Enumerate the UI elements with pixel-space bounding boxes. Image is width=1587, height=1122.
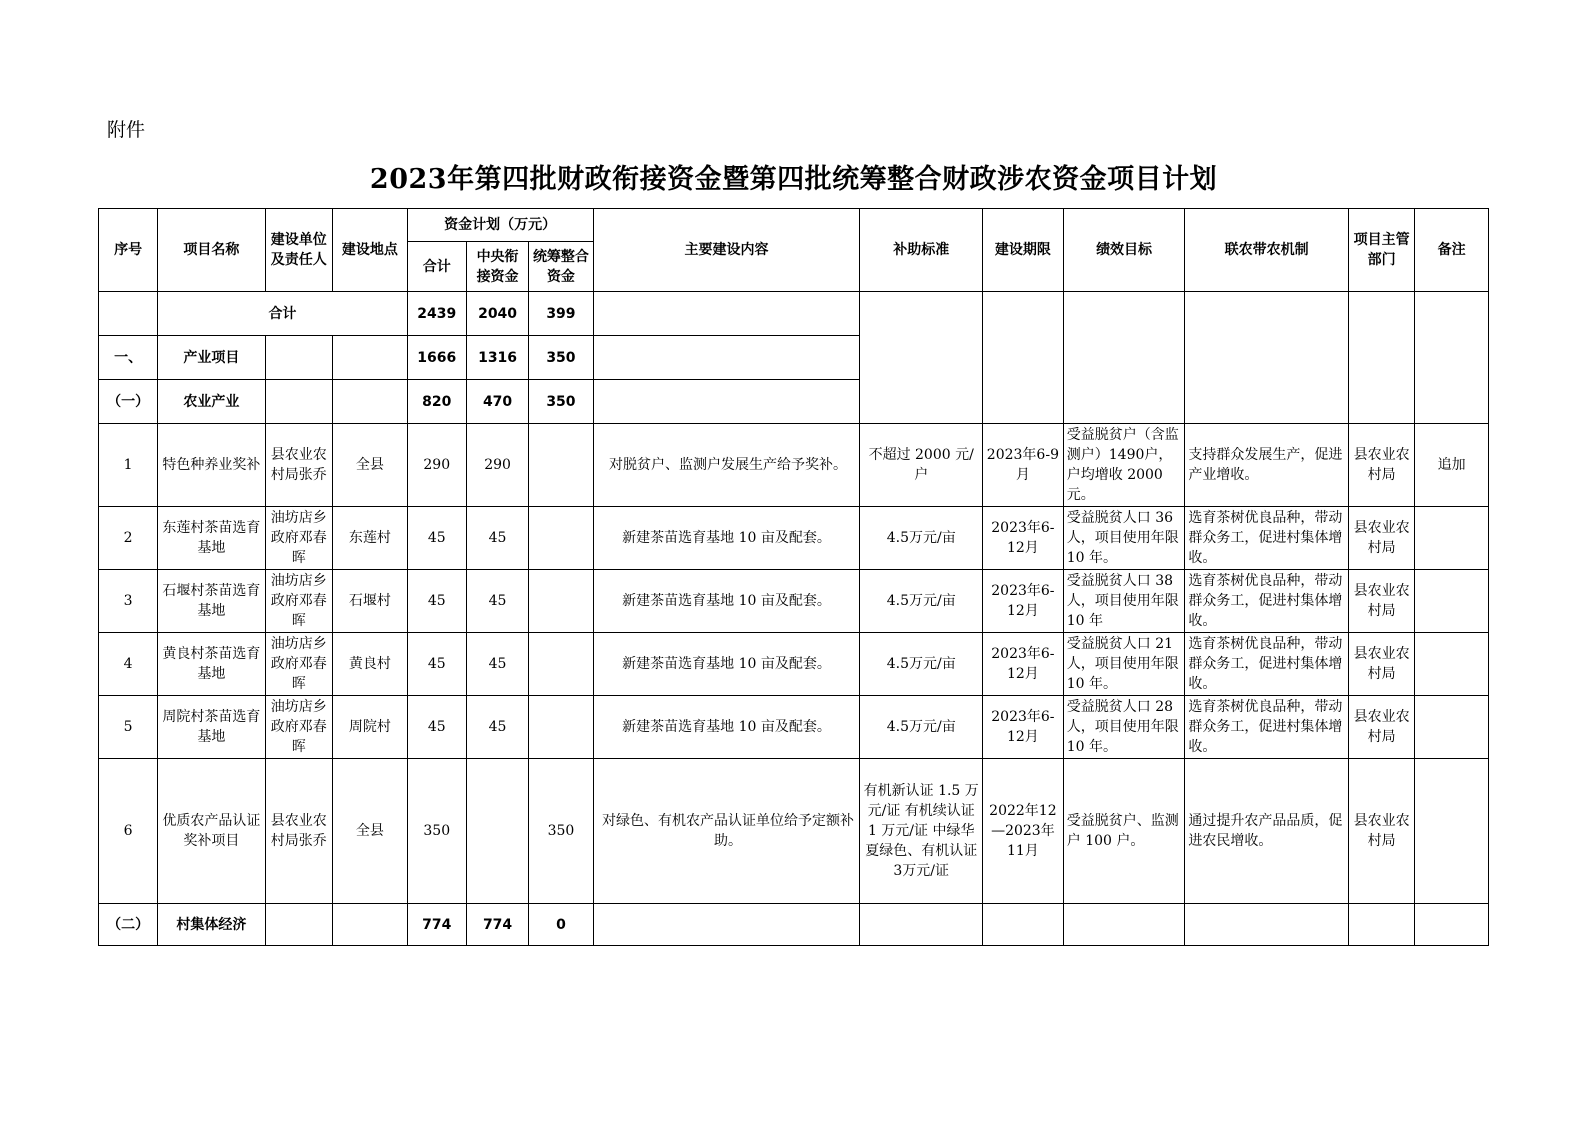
project-seq: 6 <box>99 759 158 904</box>
project-total: 350 <box>407 759 466 904</box>
subcategory-total: 820 <box>407 380 466 424</box>
project-content: 对脱贫户、监测户发展生产给予奖补。 <box>593 424 860 507</box>
project-integrated <box>529 696 593 759</box>
project-target: 受益脱贫人口 28 人，项目使用年限 10 年。 <box>1063 696 1185 759</box>
project-mechanism: 选育茶树优良品种，带动群众务工，促进村集体增收。 <box>1185 507 1349 570</box>
project-content: 新建茶苗选育基地 10 亩及配套。 <box>593 633 860 696</box>
project-central: 45 <box>466 633 528 696</box>
project-subsidy: 4.5万元/亩 <box>860 507 983 570</box>
project-mechanism: 选育茶树优良品种，带动群众务工，促进村集体增收。 <box>1185 696 1349 759</box>
col-header-unit: 建设单位及责任人 <box>265 209 332 292</box>
cell-empty <box>99 292 158 336</box>
table-row <box>99 633 1489 696</box>
cell-empty <box>593 292 860 336</box>
cell-empty <box>860 904 983 946</box>
cell-empty <box>333 904 408 946</box>
category-total: 1666 <box>407 336 466 380</box>
cell-empty <box>1063 292 1185 424</box>
project-target: 受益脱贫人口 36 人，项目使用年限 10 年。 <box>1063 507 1185 570</box>
cell-empty <box>333 336 408 380</box>
project-seq: 2 <box>99 507 158 570</box>
subcategory-name: 村集体经济 <box>158 904 265 946</box>
project-unit: 油坊店乡政府邓春晖 <box>265 633 332 696</box>
category-seq: 一、 <box>99 336 158 380</box>
project-total: 45 <box>407 570 466 633</box>
project-subsidy: 4.5万元/亩 <box>860 570 983 633</box>
col-header-seq: 序号 <box>99 209 158 292</box>
col-header-remark: 备注 <box>1415 209 1489 292</box>
cell-empty <box>265 380 332 424</box>
total-sum: 2439 <box>407 292 466 336</box>
project-content: 对绿色、有机农产品认证单位给予定额补助。 <box>593 759 860 904</box>
subcategory-central: 470 <box>466 380 528 424</box>
project-dept: 县农业农村局 <box>1348 759 1414 904</box>
col-header-content: 主要建设内容 <box>593 209 860 292</box>
project-integrated: 350 <box>529 759 593 904</box>
project-period: 2023年6-12月 <box>983 633 1064 696</box>
col-header-fund-plan: 资金计划（万元） <box>407 209 593 242</box>
cell-empty <box>593 380 860 424</box>
cell-empty <box>1348 292 1414 424</box>
project-integrated <box>529 424 593 507</box>
cell-empty <box>1415 904 1489 946</box>
project-name: 周院村茶苗选育基地 <box>158 696 265 759</box>
total-central: 2040 <box>466 292 528 336</box>
project-remark: 追加 <box>1415 424 1489 507</box>
subcategory-seq: （一） <box>99 380 158 424</box>
project-mechanism: 支持群众发展生产，促进产业增收。 <box>1185 424 1349 507</box>
col-header-location: 建设地点 <box>333 209 408 292</box>
project-location: 黄良村 <box>333 633 408 696</box>
subcategory-row <box>99 904 1489 946</box>
project-unit: 县农业农村局张乔 <box>265 424 332 507</box>
total-label: 合计 <box>158 292 407 336</box>
project-name: 黄良村茶苗选育基地 <box>158 633 265 696</box>
subcategory-integrated: 350 <box>529 380 593 424</box>
project-location: 东莲村 <box>333 507 408 570</box>
cell-empty <box>1063 904 1185 946</box>
project-central: 290 <box>466 424 528 507</box>
subcategory-name: 农业产业 <box>158 380 265 424</box>
project-content: 新建茶苗选育基地 10 亩及配套。 <box>593 507 860 570</box>
project-seq: 1 <box>99 424 158 507</box>
project-integrated <box>529 633 593 696</box>
project-total: 290 <box>407 424 466 507</box>
project-unit: 油坊店乡政府邓春晖 <box>265 507 332 570</box>
subcategory-seq: （二） <box>99 904 158 946</box>
project-target: 受益脱贫人口 38 人，项目使用年限 10 年 <box>1063 570 1185 633</box>
project-central: 45 <box>466 696 528 759</box>
cell-empty <box>1415 292 1489 424</box>
project-target: 受益脱贫人口 21 人，项目使用年限 10 年。 <box>1063 633 1185 696</box>
cell-empty <box>1185 292 1349 424</box>
table-row <box>99 424 1489 507</box>
cell-empty <box>593 904 860 946</box>
subcategory-total: 774 <box>407 904 466 946</box>
project-remark <box>1415 696 1489 759</box>
subcategory-central: 774 <box>466 904 528 946</box>
project-seq: 3 <box>99 570 158 633</box>
project-unit: 油坊店乡政府邓春晖 <box>265 696 332 759</box>
project-name: 东莲村茶苗选育基地 <box>158 507 265 570</box>
total-integrated: 399 <box>529 292 593 336</box>
project-location: 周院村 <box>333 696 408 759</box>
project-plan-table <box>98 208 1489 946</box>
cell-empty <box>333 380 408 424</box>
project-name: 优质农产品认证奖补项目 <box>158 759 265 904</box>
col-header-period: 建设期限 <box>983 209 1064 292</box>
project-unit: 油坊店乡政府邓春晖 <box>265 570 332 633</box>
cell-empty <box>1185 904 1349 946</box>
cell-empty <box>983 904 1064 946</box>
project-remark <box>1415 507 1489 570</box>
project-integrated <box>529 570 593 633</box>
project-subsidy: 4.5万元/亩 <box>860 633 983 696</box>
project-period: 2023年6-9月 <box>983 424 1064 507</box>
category-name: 产业项目 <box>158 336 265 380</box>
project-mechanism: 选育茶树优良品种，带动群众务工，促进村集体增收。 <box>1185 633 1349 696</box>
project-mechanism: 通过提升农产品品质，促进农民增收。 <box>1185 759 1349 904</box>
project-location: 全县 <box>333 759 408 904</box>
cell-empty <box>983 292 1064 424</box>
col-header-mechanism: 联农带农机制 <box>1185 209 1349 292</box>
page-title: 2023年第四批财政衔接资金暨第四批统筹整合财政涉农资金项目计划 <box>369 164 1218 195</box>
project-remark <box>1415 570 1489 633</box>
subcategory-integrated: 0 <box>529 904 593 946</box>
project-central: 45 <box>466 507 528 570</box>
total-row <box>99 292 1489 336</box>
project-dept: 县农业农村局 <box>1348 570 1414 633</box>
col-header-total: 合计 <box>407 242 466 292</box>
project-content: 新建茶苗选育基地 10 亩及配套。 <box>593 570 860 633</box>
col-header-name: 项目名称 <box>158 209 265 292</box>
table-row <box>99 570 1489 633</box>
table-row <box>99 696 1489 759</box>
project-central: 45 <box>466 570 528 633</box>
project-location: 全县 <box>333 424 408 507</box>
project-content: 新建茶苗选育基地 10 亩及配套。 <box>593 696 860 759</box>
project-target: 受益脱贫户、监测户 100 户。 <box>1063 759 1185 904</box>
category-integrated: 350 <box>529 336 593 380</box>
project-target: 受益脱贫户（含监测户）1490户，户均增收 2000 元。 <box>1063 424 1185 507</box>
project-total: 45 <box>407 696 466 759</box>
table-row <box>99 507 1489 570</box>
project-name: 石堰村茶苗选育基地 <box>158 570 265 633</box>
project-total: 45 <box>407 507 466 570</box>
col-header-subsidy: 补助标准 <box>860 209 983 292</box>
project-central <box>466 759 528 904</box>
project-subsidy: 有机新认证 1.5 万元/证 有机续认证 1 万元/证 中绿华夏绿色、有机认证3万元/证 <box>860 759 983 904</box>
project-subsidy: 4.5万元/亩 <box>860 696 983 759</box>
project-dept: 县农业农村局 <box>1348 696 1414 759</box>
category-central: 1316 <box>466 336 528 380</box>
project-period: 2023年6-12月 <box>983 696 1064 759</box>
col-header-dept: 项目主管部门 <box>1348 209 1414 292</box>
project-dept: 县农业农村局 <box>1348 633 1414 696</box>
project-location: 石堰村 <box>333 570 408 633</box>
project-name: 特色种养业奖补 <box>158 424 265 507</box>
project-total: 45 <box>407 633 466 696</box>
col-header-central: 中央衔接资金 <box>466 242 528 292</box>
col-header-integrated: 统筹整合资金 <box>529 242 593 292</box>
project-seq: 5 <box>99 696 158 759</box>
project-remark <box>1415 759 1489 904</box>
project-dept: 县农业农村局 <box>1348 424 1414 507</box>
col-header-target: 绩效目标 <box>1063 209 1185 292</box>
project-period: 2023年6-12月 <box>983 507 1064 570</box>
project-subsidy: 不超过 2000 元/户 <box>860 424 983 507</box>
project-integrated <box>529 507 593 570</box>
project-unit: 县农业农村局张乔 <box>265 759 332 904</box>
attachment-label: 附件 <box>107 119 146 141</box>
cell-empty <box>1348 904 1414 946</box>
project-seq: 4 <box>99 633 158 696</box>
header-row-1 <box>99 209 1489 242</box>
project-period: 2022年12—2023年11月 <box>983 759 1064 904</box>
cell-empty <box>265 904 332 946</box>
project-dept: 县农业农村局 <box>1348 507 1414 570</box>
project-remark <box>1415 633 1489 696</box>
cell-empty <box>593 336 860 380</box>
project-mechanism: 选育茶树优良品种，带动群众务工，促进村集体增收。 <box>1185 570 1349 633</box>
cell-empty <box>860 292 983 424</box>
table-row <box>99 759 1489 904</box>
cell-empty <box>265 336 332 380</box>
project-period: 2023年6-12月 <box>983 570 1064 633</box>
